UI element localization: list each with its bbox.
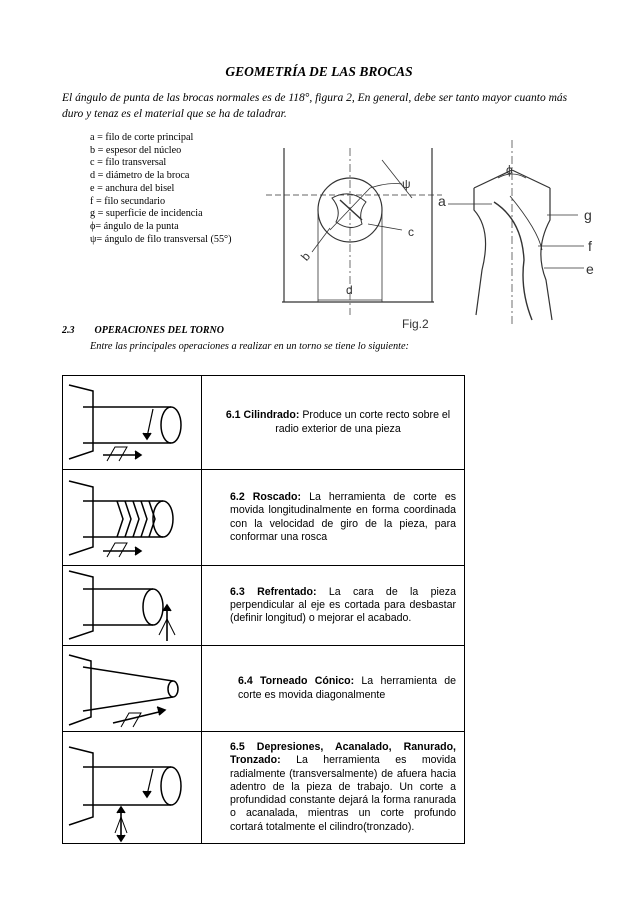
label-psi: ψ (402, 177, 411, 191)
operation-name: 6.4 Torneado Cónico: (238, 675, 355, 688)
label-phi: ϕ (506, 163, 513, 177)
operation-text: La cara de la pieza perpendicular al eje es cortada para desbastar (definir longitud) o mejorar el acabado. (230, 585, 456, 625)
operation-name: 6.5 Depresiones, Acanalado, Ranurado, Tronzado: (230, 741, 456, 767)
label-b: b (298, 249, 314, 264)
legend-item: g = superficie de incidencia (90, 208, 203, 220)
operation-illustration (63, 646, 202, 732)
operation-illustration (63, 376, 202, 470)
label-g: g (584, 207, 592, 223)
section-title: OPERACIONES DEL TORNO (94, 325, 224, 336)
table-row (63, 646, 465, 732)
operation-text: La herramienta es movida radialmente (transversalmente) de afuera hacia adentro de la pieza de trabajo. Un corte a profundidad constante dejará la forma ranurada o acanalada, mientras un corte profundo cortará totalmente el cilindro(tronzado). (230, 754, 456, 833)
threading-illustration (63, 471, 201, 565)
table-row (63, 376, 465, 470)
legend-item: c = filo transversal (90, 157, 167, 169)
facing-illustration (63, 567, 201, 645)
table-row (63, 566, 465, 646)
grooving-illustration (63, 733, 201, 843)
legend-item: b = espesor del núcleo (90, 144, 182, 156)
section-description: Entre las principales operaciones a realizar en un torno se tiene lo siguiente: (90, 341, 409, 352)
legend-item: e = anchura del bisel (90, 182, 175, 194)
drill-geometry-figure (262, 140, 600, 332)
operation-text: La herramienta de corte es movida longitudinalmente en forma coordinada con la velocidad de giro de la pieza, para conformar una rosca (230, 491, 457, 543)
intro-paragraph: El ángulo de punta de las brocas normales es de 118°, figura 2, En general, debe ser tanto mayor cuanto más duro y tenaz es el material que se ha de taladrar. (62, 92, 568, 120)
table-row (63, 732, 465, 844)
legend-item: d = diámetro de la broca (90, 170, 190, 182)
operation-description (202, 376, 465, 470)
label-e: e (586, 261, 594, 277)
operation-description (202, 646, 465, 732)
legend-list (90, 132, 232, 246)
operation-name: 6.3 Refrentado: (230, 585, 317, 598)
operation-description (202, 732, 465, 844)
taper-turning-illustration (63, 647, 201, 731)
operation-illustration (63, 732, 202, 844)
legend-item: a = filo de corte principal (90, 132, 194, 143)
table-row (63, 470, 465, 566)
operation-illustration (63, 566, 202, 646)
operation-description (202, 470, 465, 566)
label-f: f (588, 238, 592, 254)
section-heading (62, 325, 224, 336)
label-d: d (346, 283, 353, 297)
operation-name: 6.1 Cilindrado: (225, 409, 300, 422)
page-title: GEOMETRÍA DE LAS BROCAS (225, 64, 413, 79)
label-a: a (438, 193, 446, 209)
operation-illustration (63, 470, 202, 566)
figure-caption: Fig.2 (402, 317, 429, 331)
operation-text: Produce un corte recto sobre el radio exterior de una pieza (275, 409, 451, 435)
label-c: c (408, 225, 414, 239)
legend-item: ψ= ángulo de filo transversal (55°) (90, 233, 232, 245)
operation-name: 6.2 Roscado: (230, 491, 302, 504)
cylindering-illustration (63, 377, 201, 469)
section-number: 2.3 (62, 325, 75, 336)
operation-description (202, 566, 465, 646)
legend-item: ϕ= ángulo de la punta (90, 220, 179, 232)
operation-text: La herramienta de corte es movida diagonalmente (238, 675, 457, 701)
legend-item: f = filo secundario (90, 195, 166, 207)
lathe-operations-table (62, 375, 465, 844)
